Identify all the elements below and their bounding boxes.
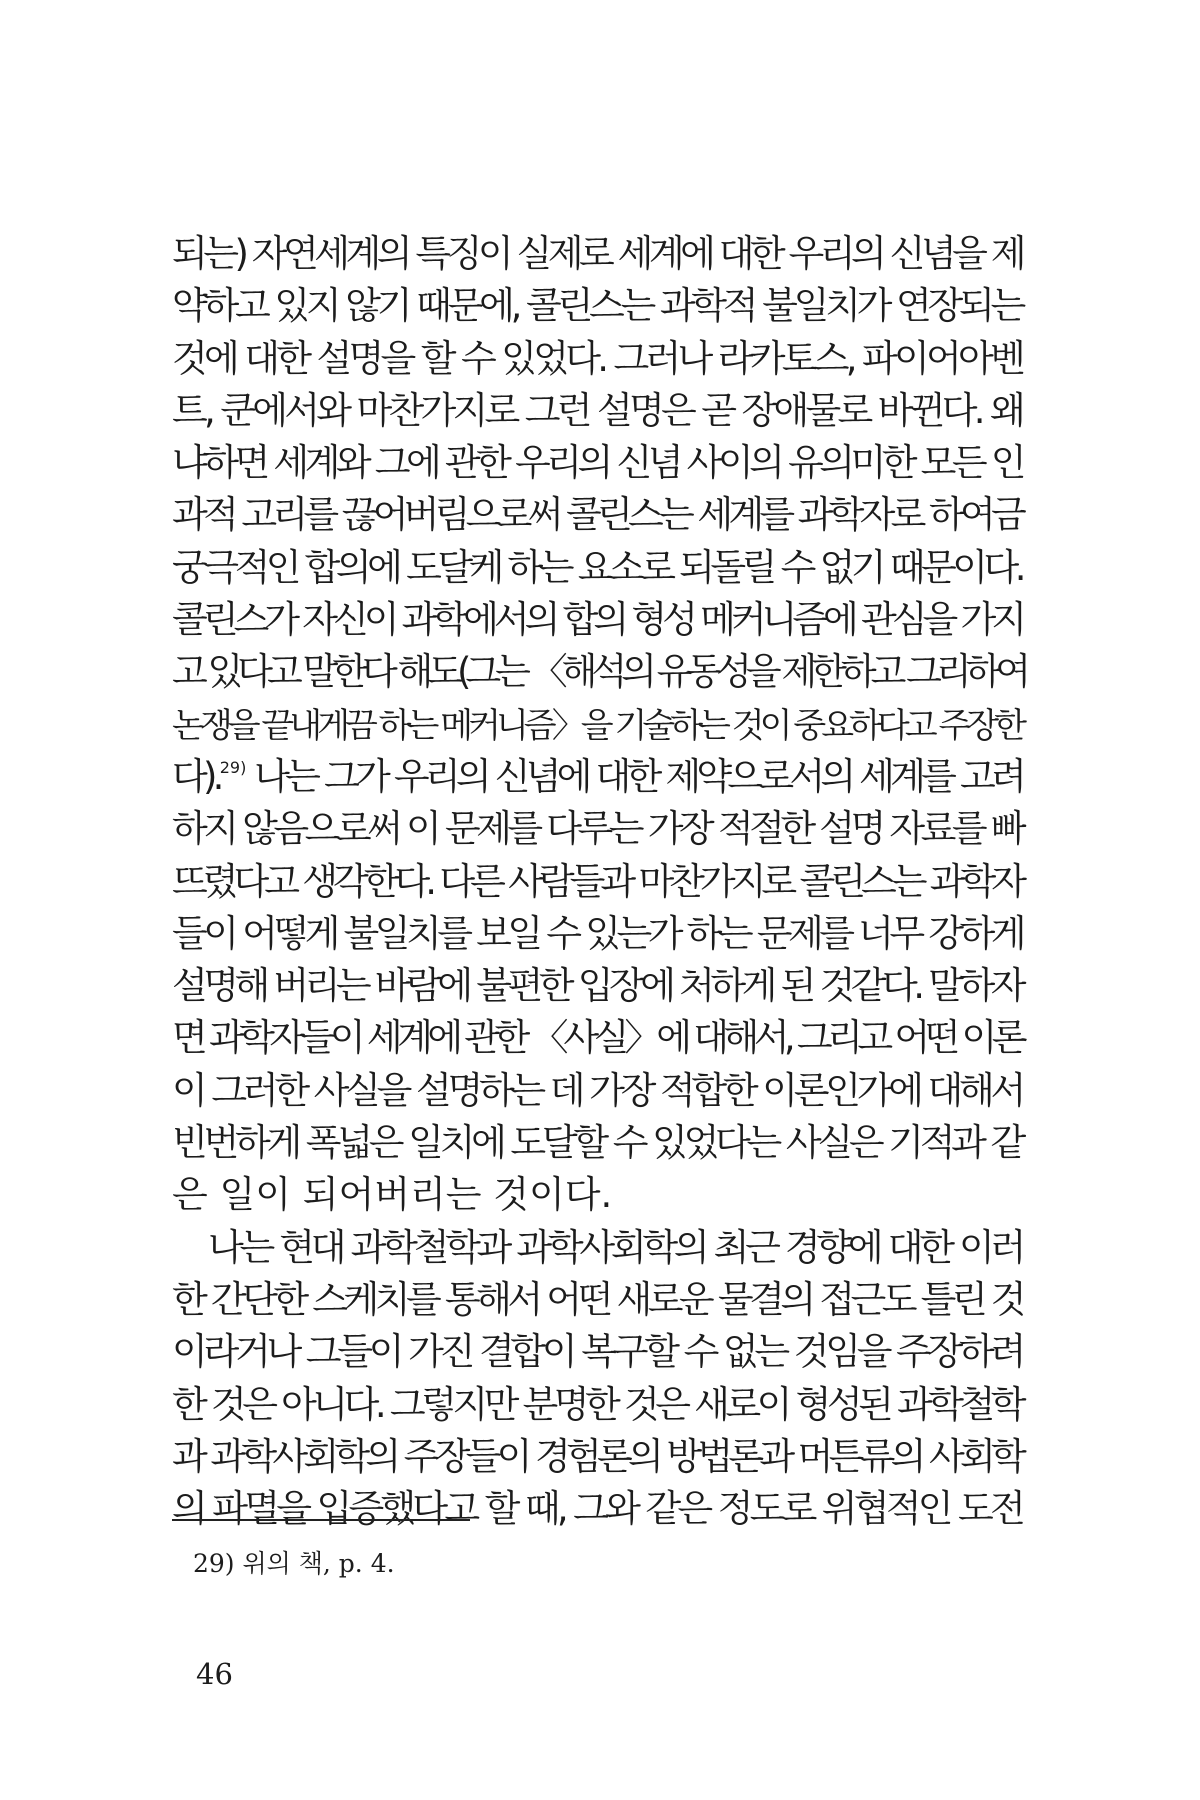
body-text xyxy=(172,228,1026,1535)
text-line: 면 과학자들이 세계에 관한 〈사실〉에 대해서, 그리고 어떤 이론 xyxy=(172,1016,1022,1060)
text-line: 들이 어떻게 불일치를 보일 수 있는가 하는 문제를 너무 강하게 xyxy=(172,911,1022,955)
text-line: 과적 고리를 끊어버림으로써 콜린스는 세계를 과학자로 하여금 xyxy=(172,493,1022,537)
text-line-with-footnote-ref xyxy=(172,751,1022,803)
text-fragment: 나는 그가 우리의 신념에 대한 제약으로서의 세계를 고려 xyxy=(246,754,1022,798)
text-line-small: 논쟁을 끝내게끔 하는 메커니즘〉을 기술하는 것이 중요하다고 주장한 xyxy=(172,705,1022,746)
text-line: 설명해 버리는 바람에 불편한 입장에 처하게 된 것같다. 말하자 xyxy=(172,964,1022,1008)
footnote-reference: 29) xyxy=(219,757,247,777)
footnote: 29) 위의 책, p. 4. xyxy=(193,1549,395,1578)
text-line: 하지 않음으로써 이 문제를 다루는 가장 적절한 설명 자료를 빠 xyxy=(172,807,1022,851)
text-line: 것에 대한 설명을 할 수 있었다. 그러나 라카토스, 파이어아벤 xyxy=(172,336,1022,380)
text-line: 트, 쿤에서와 마찬가지로 그런 설명은 곧 장애물로 바뀐다. 왜 xyxy=(172,388,1022,432)
text-line: 고 있다고 말한다 해도(그는 〈해석의 유동성을 제한하고 그리하여 xyxy=(172,650,1026,694)
text-line: 냐하면 세계와 그에 관한 우리의 신념 사이의 유의미한 모든 인 xyxy=(172,441,1022,485)
page-number: 46 xyxy=(196,1657,233,1691)
footnote-divider xyxy=(172,1519,470,1521)
text-line: 의 파멸을 입증했다고 할 때, 그와 같은 정도로 위협적인 도전 xyxy=(172,1487,1022,1531)
text-line: 한 것은 아니다. 그렇지만 분명한 것은 새로이 형성된 과학철학 xyxy=(172,1382,1022,1426)
text-line: 뜨렸다고 생각한다. 다른 사람들과 마찬가지로 콜린스는 과학자 xyxy=(172,859,1022,903)
text-line: 이 그러한 사실을 설명하는 데 가장 적합한 이론인가에 대해서 xyxy=(172,1068,1022,1112)
text-fragment: 다). xyxy=(172,754,220,798)
text-line xyxy=(172,699,1022,751)
text-line: 약하고 있지 않기 때문에, 콜린스는 과학적 불일치가 연장되는 xyxy=(172,284,1022,328)
text-line: 빈번하게 폭넓은 일치에 도달할 수 있었다는 사실은 기적과 같 xyxy=(172,1121,1022,1165)
text-line: 되는) 자연세계의 특징이 실제로 세계에 대한 우리의 신념을 제 xyxy=(172,232,1022,275)
text-line: 과 과학사회학의 주장들이 경험론의 방법론과 머튼류의 사회학 xyxy=(172,1434,1022,1478)
text-line: 한 간단한 스케치를 통해서 어떤 새로운 물결의 접근도 틀린 것 xyxy=(172,1277,1022,1321)
text-line-paragraph-start: 나는 현대 과학철학과 과학사회학의 최근 경향에 대한 이러 xyxy=(208,1225,1022,1269)
text-line: 이라거나 그들이 가진 결합이 복구할 수 없는 것임을 주장하려 xyxy=(172,1330,1022,1374)
text-line: 은 일이 되어버리는 것이다. xyxy=(172,1173,613,1217)
text-line: 궁극적인 합의에 도달케 하는 요소로 되돌릴 수 없기 때문이다. xyxy=(172,545,1022,589)
text-line: 콜린스가 자신이 과학에서의 합의 형성 메커니즘에 관심을 가지 xyxy=(172,598,1022,642)
